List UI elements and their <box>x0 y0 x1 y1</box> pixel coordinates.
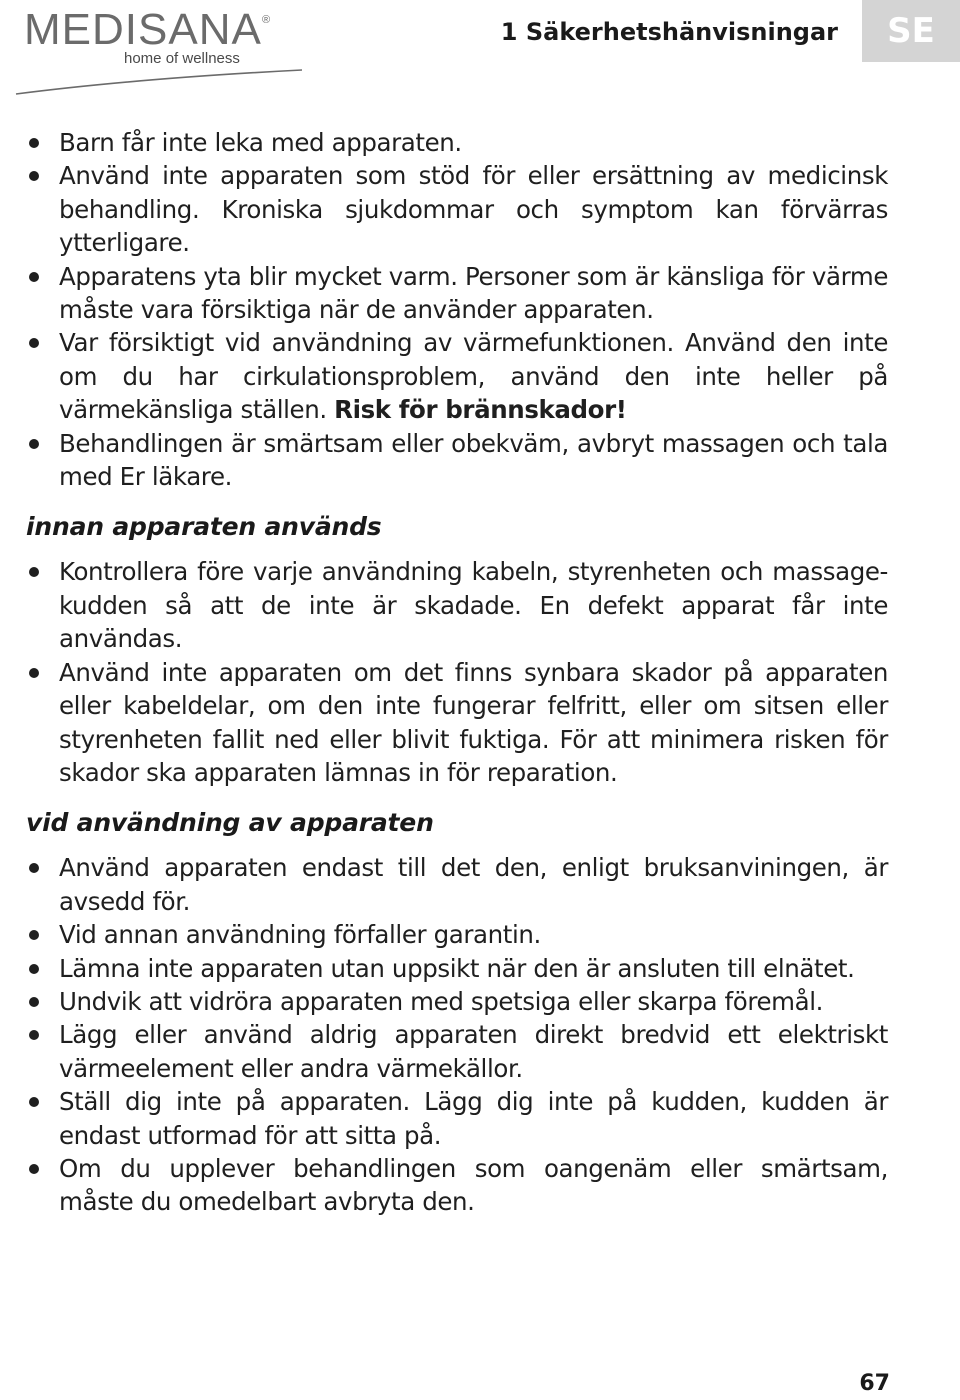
heat-bullet-text: Var försiktigt vid användning av värmefunktionen. Använd den inte om du har cirkulationsproblem, använd den inte heller på värmekänsliga ställen. <box>59 328 888 425</box>
list-item: Apparatens yta blir mycket varm. Personer som är känsliga för värme måste vara försiktiga när de använder apparaten. <box>26 260 888 327</box>
medisana-logo <box>14 4 304 94</box>
list-item: Ställ dig inte på apparaten. Lägg dig inte på kudden, kudden är endast utformad för att sitta på. <box>26 1085 888 1152</box>
before-use-heading: innan apparaten används <box>26 512 382 542</box>
list-item: Använd inte apparaten om det finns synbara skador på apparaten eller kabeldelar, om den inte fungerar felfritt, eller om sitsen eller styrenheten fallit ned eller blivit fuktiga. För att minimera risken för skador ska apparaten lämnas in för reparation. <box>26 656 888 790</box>
during-use-bullet-list <box>26 851 888 1218</box>
list-item: Använd inte apparaten som stöd för eller ersättning av medicinsk behandling. Kroniska sjukdommar och symptom kan förvärras ytterligare. <box>26 159 888 259</box>
list-item: Lägg eller använd aldrig apparaten direkt bredvid ett elektriskt värmeelement eller andra värmekällor. <box>26 1018 888 1085</box>
list-item: Undvik att vidröra apparaten med spetsiga eller skarpa föremål. <box>26 985 888 1018</box>
safety-content <box>26 126 888 1219</box>
list-item-heat-warning <box>26 326 888 426</box>
list-item: Om du upplever behandlingen som oangenäm eller smärtsam, måste du omedelbart avbryta den. <box>26 1152 888 1219</box>
list-item: Vid annan användning förfaller garantin. <box>26 918 888 951</box>
logo-swoosh-icon <box>14 64 304 100</box>
list-item: Behandlingen är smärtsam eller obekväm, avbryt massagen och tala med Er läkare. <box>26 427 888 494</box>
logo-registered-mark: ® <box>262 14 271 26</box>
logo-tagline: home of wellness <box>124 50 240 67</box>
page-number: 67 <box>859 1371 890 1396</box>
language-badge: SE <box>862 0 960 62</box>
list-item: Använd apparaten endast till det den, enligt bruksanviningen, är avsedd för. <box>26 851 888 918</box>
intro-bullet-list <box>26 126 888 493</box>
burn-risk-warning: Risk för brännskador! <box>334 395 627 425</box>
during-use-heading: vid användning av apparaten <box>26 808 434 838</box>
page-header <box>0 0 960 100</box>
list-item: Lämna inte apparaten utan uppsikt när den är ansluten till elnätet. <box>26 952 888 985</box>
before-use-bullet-list <box>26 555 888 789</box>
list-item: Kontrollera före varje användning kabeln, styrenheten och massage-kudden så att de inte är skadade. En defekt apparat får inte användas. <box>26 555 888 655</box>
section-title: 1 Säkerhetshänvisningar <box>500 18 838 46</box>
list-item: Barn får inte leka med apparaten. <box>26 126 888 159</box>
logo-brand: MEDISANA <box>24 5 262 54</box>
